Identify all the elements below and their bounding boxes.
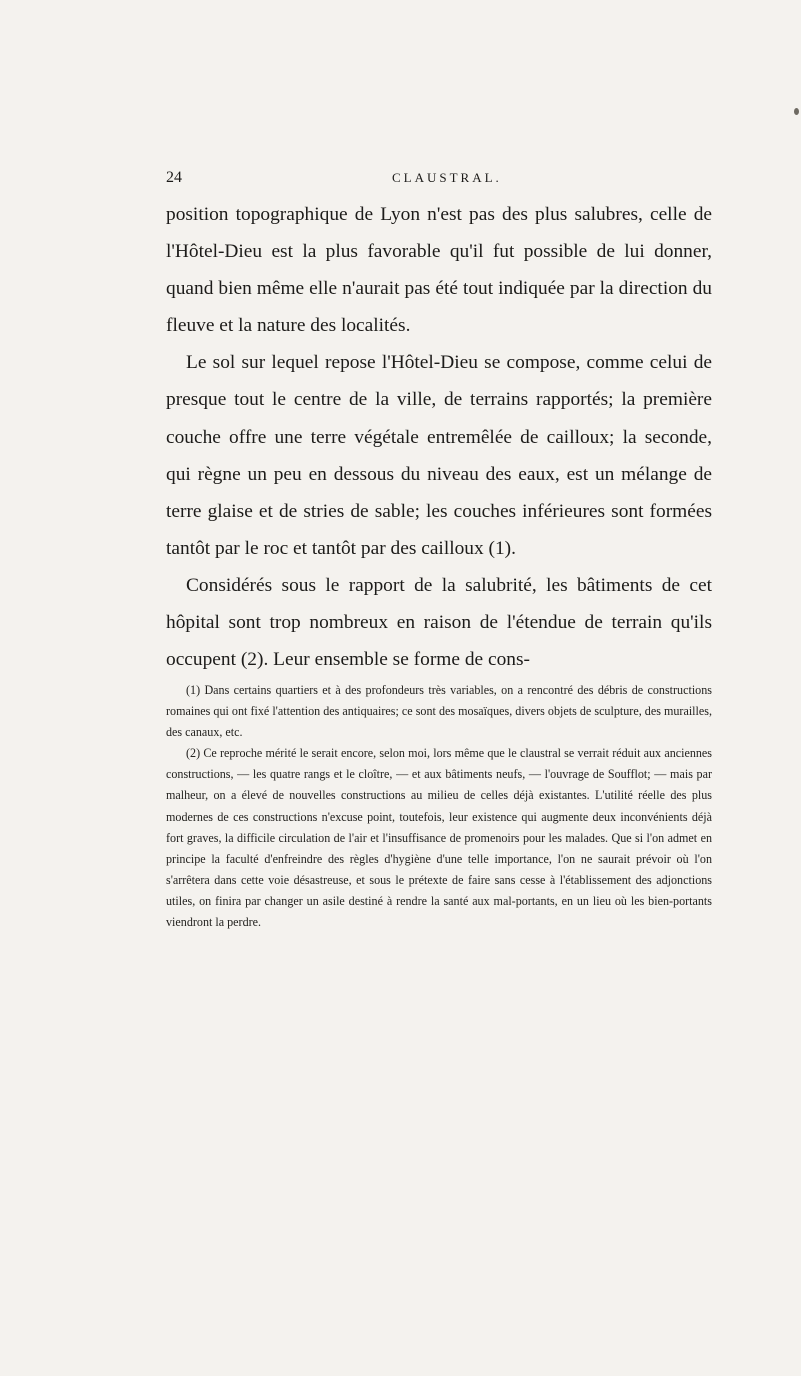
running-title: CLAUSTRAL. <box>392 170 502 185</box>
body-paragraph: Le sol sur lequel repose l'Hôtel-Dieu se compose, comme celui de presque tout le centre de la ville, de terrains rapportés; la première couche offre une terre végétale entremêlée de cailloux; la seconde, qui règne un peu en dessous du niveau des eaux, est un mélange de terre glaise et de stries de sable; les couches inférieures sont formées tantôt par le roc et tantôt par des cailloux (1). <box>166 352 712 559</box>
page-number: 24 <box>166 169 182 186</box>
body-paragraph: position topographique de Lyon n'est pas des plus salubres, celle de l'Hôtel-Dieu est la plus favorable qu'il fut possible de lui donner, quand bien même elle n'aurait pas été tout indiquée par la direction du fleuve et la nature des localités. <box>166 204 712 337</box>
ink-speck <box>794 108 799 115</box>
body-text <box>166 196 712 678</box>
footnote-2: (2) Ce reproche mérité le serait encore, selon moi, lors même que le claustral se verrait réduit aux anciennes constructions, — les quatre rangs et le cloître, — et aux bâtiments neufs, — l'ouvrage de Soufflot; — mais par malheur, on a élevé de nouvelles constructions au milieu de celles déjà existantes. L'utilité réelle des plus modernes de ces constructions n'excuse point, toutefois, leur existence qui augmente deux inconvénients déjà fort graves, la difficile circulation de l'air et l'insuffisance de promenoirs pour les malades. Que si l'on admet en principe la faculté d'enfreindre des règles d'hygiène d'une telle importance, l'on ne saurait prévoir où l'on s'arrêtera dans cette voie désastreuse, et sous le prétexte de faire sans cesse à l'établissement des adjonctions utiles, on finira par changer un asile destiné à rendre la santé aux mal-portants, en un lieu où les bien-portants viendront la perdre. <box>166 746 712 930</box>
running-head <box>166 169 711 193</box>
footnote-1: (1) Dans certains quartiers et à des profondeurs très variables, on a rencontré des débris de constructions romaines qui ont fixé l'attention des antiquaires; ce sont des mosaïques, divers objets de sculpture, des murailles, des canaux, etc. <box>166 683 712 740</box>
body-paragraph: Considérés sous le rapport de la salubrité, les bâtiments de cet hôpital sont trop nombreux en raison de l'étendue de terrain qu'ils occupent (2). Leur ensemble se forme de cons- <box>166 574 712 671</box>
footnotes <box>166 680 712 933</box>
